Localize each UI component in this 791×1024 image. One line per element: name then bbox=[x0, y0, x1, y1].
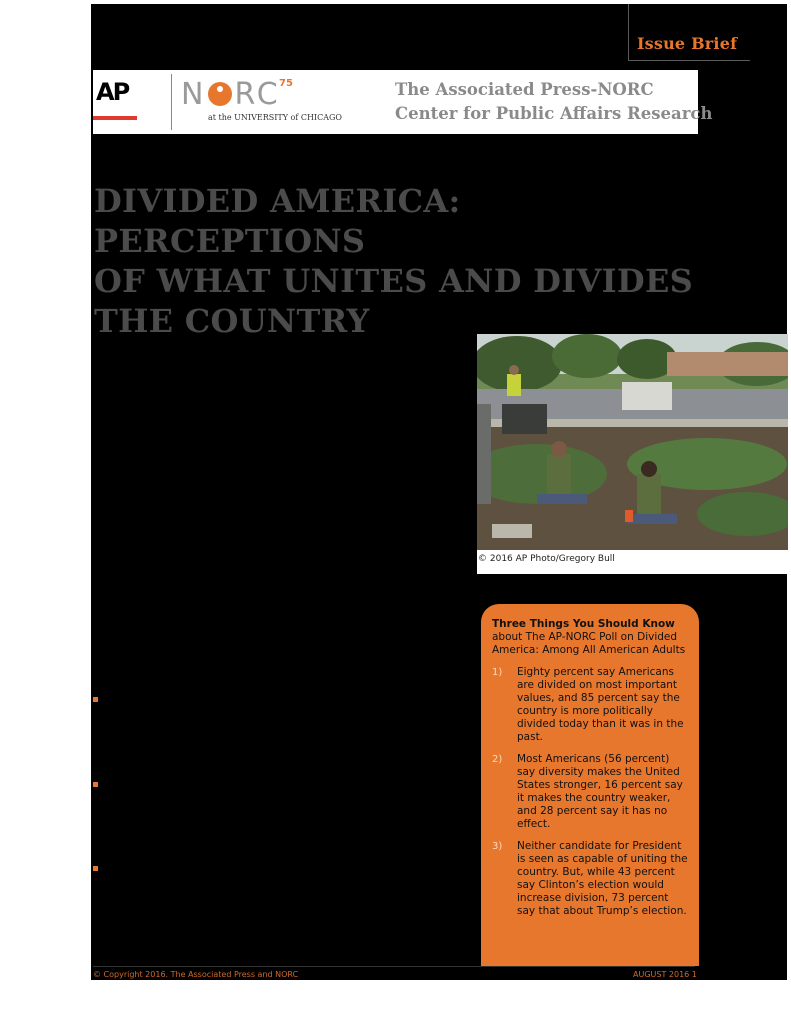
norc-logo bbox=[181, 77, 281, 112]
title-line: THE COUNTRY bbox=[94, 302, 370, 340]
finding-number: 3) bbox=[492, 841, 503, 852]
ap-logo: AP bbox=[96, 78, 129, 106]
norc-logo-rc: RC bbox=[234, 77, 281, 112]
norc-university-tagline: at the UNIVERSITY of CHICAGO bbox=[208, 113, 342, 122]
issue-brief-label: Issue Brief bbox=[637, 34, 738, 53]
finding-number: 2) bbox=[492, 754, 503, 765]
norc-sun-icon bbox=[208, 82, 232, 106]
finding-item bbox=[492, 666, 689, 744]
center-name-line2: Center for Public Affairs Research bbox=[395, 104, 713, 123]
photo-caption: © 2016 AP Photo/Gregory Bull bbox=[478, 554, 615, 564]
center-name-line1: The Associated Press-NORC bbox=[395, 80, 654, 99]
finding-text: Neither candidate for President is seen as capable of uniting the country. But, while 43 percent say Clinton’s election would increase division, 73 percent say that about Trump’s election. bbox=[517, 840, 688, 917]
bullet-marker bbox=[93, 782, 98, 787]
logo-divider bbox=[171, 74, 172, 130]
finding-number: 1) bbox=[492, 667, 503, 678]
footer-copyright: © Copyright 2016. The Associated Press and NORC bbox=[93, 970, 299, 979]
finding-item bbox=[492, 840, 689, 918]
sidebar-heading-rest: about The AP-NORC Poll on Divided America: Among All American Adults bbox=[492, 631, 686, 656]
norc-75-badge: 75 bbox=[279, 78, 293, 89]
finding-item bbox=[492, 753, 689, 831]
finding-text: Most Americans (56 percent) say diversity makes the United States stronger, 16 percent say it makes the country weaker, and 28 percent say it has no effect. bbox=[517, 753, 683, 830]
title-line: DIVIDED AMERICA: PERCEPTIONS bbox=[94, 182, 461, 260]
ap-logo-underline bbox=[93, 116, 137, 120]
sidebar-heading bbox=[492, 618, 689, 657]
page-title bbox=[94, 181, 694, 341]
bullet-marker bbox=[93, 866, 98, 871]
logo-banner bbox=[93, 70, 713, 134]
bullet-marker bbox=[93, 697, 98, 702]
finding-text: Eighty percent say Americans are divided on most important values, and 85 percent say the country is more politically divided today than it was in the past. bbox=[517, 666, 684, 743]
center-name bbox=[395, 78, 712, 126]
title-line: OF WHAT UNITES AND DIVIDES bbox=[94, 262, 694, 300]
footer-date-page: AUGUST 2016 1 bbox=[633, 970, 697, 979]
norc-logo-n: N bbox=[181, 77, 207, 112]
footer-rule bbox=[93, 966, 695, 967]
cover-photo bbox=[477, 334, 788, 550]
key-findings-sidebar bbox=[481, 604, 699, 966]
sidebar-heading-bold: Three Things You Should Know bbox=[492, 618, 675, 630]
